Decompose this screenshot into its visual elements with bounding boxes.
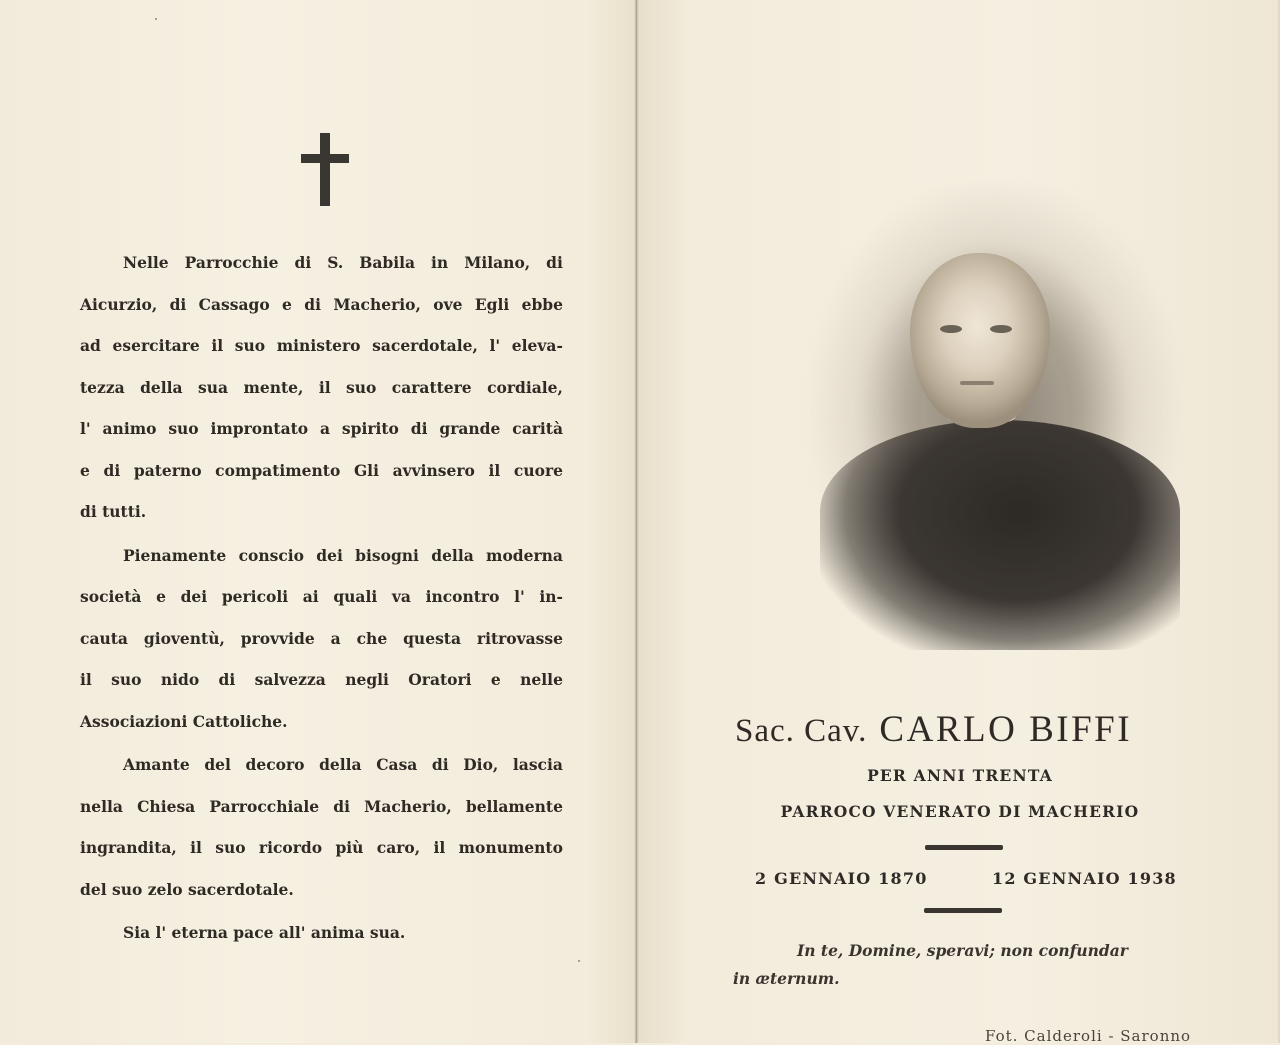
- paragraph-4: [80, 912, 563, 954]
- text-line: Nelle Parrocchie di S. Babila in Milano, di: [123, 253, 563, 272]
- text-line: ad esercitare il suo ministero sacerdotale, l' eleva-: [80, 336, 563, 355]
- motto-line-1: In te, Domine, speravi; non confundar: [797, 941, 1128, 960]
- text-line: Pienamente conscio dei bisogni della moderna: [123, 545, 563, 565]
- portrait-cassock: [820, 420, 1180, 650]
- text-line: nella Chiesa Parrocchiale di Macherio, bellamente: [80, 796, 563, 816]
- text-line: di tutti.: [80, 502, 147, 521]
- deceased-name: [735, 708, 1195, 751]
- subtitle-years: PER ANNI TRENTA: [867, 766, 1053, 785]
- text-line: Amante del decoro della Casa di Dio, lascia: [123, 755, 563, 774]
- text-line: tezza della sua mente, il suo carattere cordiale,: [80, 377, 563, 397]
- portrait-head: [910, 253, 1050, 428]
- text-line: Aicurzio, di Cassago e di Macherio, ove Egli ebbe: [80, 294, 563, 314]
- name: CARLO BIFFI: [879, 709, 1133, 750]
- paragraph-1: [80, 242, 563, 533]
- text-line: Sia l' eterna pace all' anima sua.: [123, 923, 406, 942]
- text-line: società e dei pericoli ai quali va incontro l' in-: [80, 587, 563, 606]
- death-date: 12 GENNAIO 1938: [992, 869, 1177, 888]
- text-line: cauta gioventù, provvide a che questa ritrovasse: [80, 628, 563, 648]
- title-prefix: Sac. Cav.: [735, 713, 868, 749]
- text-line: l' animo suo improntato a spirito di grande carità: [80, 419, 563, 438]
- subtitle-role: PARROCO VENERATO DI MACHERIO: [780, 802, 1140, 821]
- photographer-credit: Fot. Calderoli - Saronno: [985, 1027, 1192, 1045]
- text-line: e di paterno compatimento Gli avvinsero il cuore: [80, 460, 563, 480]
- obituary-text: [80, 242, 563, 956]
- cross-icon: [301, 133, 349, 206]
- motto-line-2: in æternum.: [733, 969, 840, 988]
- portrait-mouth: [960, 381, 994, 385]
- text-line: il suo nido di salvezza negli Oratori e nelle: [80, 670, 563, 689]
- paper-speck: [155, 18, 157, 20]
- divider-bottom: [924, 908, 1002, 913]
- paragraph-3: [80, 744, 563, 910]
- portrait-photo: [790, 185, 1200, 655]
- birth-date: 2 GENNAIO 1870: [755, 869, 928, 888]
- portrait-eye: [940, 325, 962, 333]
- card-edge: [1276, 0, 1280, 1043]
- text-line: Associazioni Cattoliche.: [80, 711, 288, 731]
- paper-speck: [578, 960, 580, 962]
- left-page: [0, 0, 637, 1043]
- portrait-eye: [990, 325, 1012, 333]
- paragraph-2: [80, 535, 563, 743]
- divider-top: [925, 845, 1003, 850]
- text-line: ingrandita, il suo ricordo più caro, il monumento: [80, 838, 563, 857]
- text-line: del suo zelo sacerdotale.: [80, 879, 294, 899]
